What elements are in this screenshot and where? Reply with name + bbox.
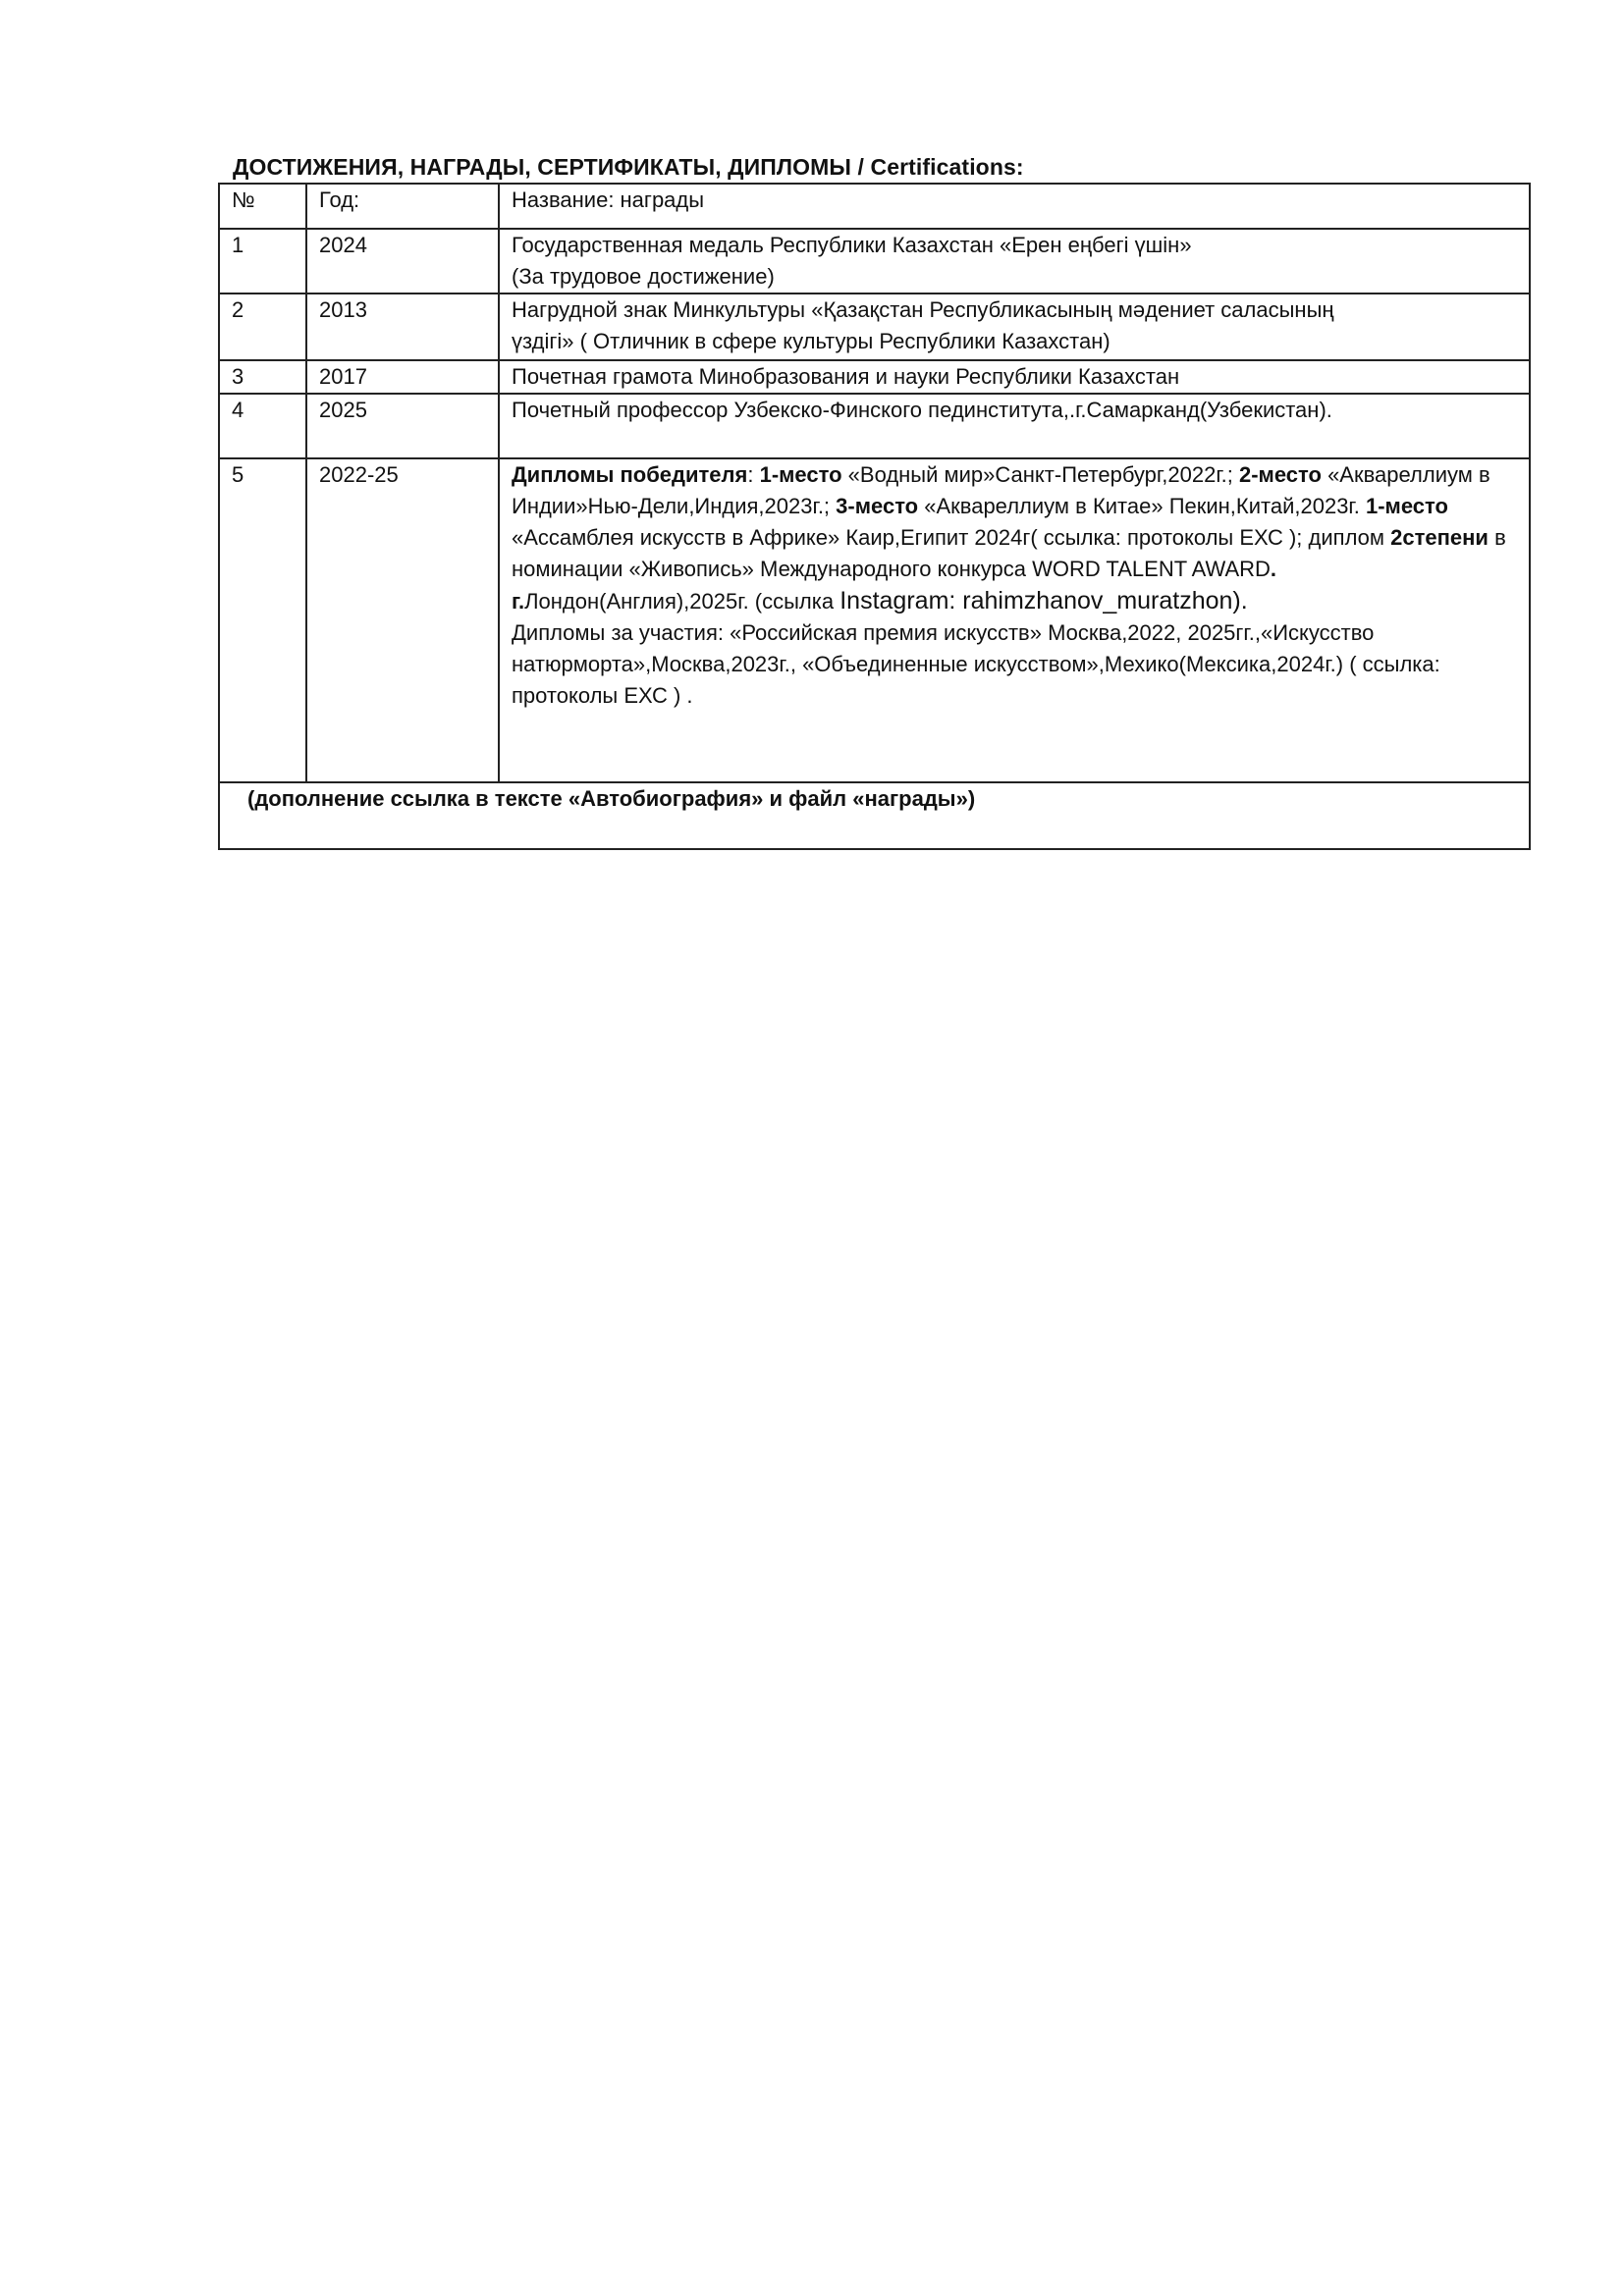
table-row [219, 360, 1530, 394]
award-text: «Ассамблея искусств в Африке» Каир,Египит 2024г( ссылка: протоколы ЕХС ); диплом [512, 525, 1391, 550]
award-text: : [747, 462, 760, 487]
place-label: 2-место [1239, 462, 1322, 487]
row-award-name [499, 229, 1530, 294]
row-year: 2022-25 [306, 458, 499, 782]
table-row [219, 394, 1530, 458]
awards-table [218, 183, 1531, 850]
award-text: үздігі» ( Отличник в сфере культуры Республики Казахстан) [512, 329, 1110, 353]
table-row [219, 458, 1530, 782]
header-year: Год: [306, 184, 499, 229]
row-number: 5 [219, 458, 306, 782]
award-text: Почетная грамота Минобразования и науки Республики Казахстан [512, 364, 1180, 389]
page-title: ДОСТИЖЕНИЯ, НАГРАДЫ, СЕРТИФИКАТЫ, ДИПЛОМЫ / Certifications: [233, 154, 1024, 180]
award-text: Почетный профессор Узбекско-Финского пединститута,.г.Самарканд(Узбекистан). [512, 398, 1332, 422]
award-text: (За трудовое достижение) [512, 264, 775, 289]
city-prefix: . г. [512, 557, 1277, 614]
row-year: 2024 [306, 229, 499, 294]
row-number: 1 [219, 229, 306, 294]
instagram-reference: Instagram: rahimzhanov_muratzhon). [839, 587, 1248, 614]
winners-label: Дипломы победителя [512, 462, 748, 487]
header-number: № [219, 184, 306, 229]
row-year: 2013 [306, 294, 499, 360]
award-text: «Водный мир»Санкт-Петербург,2022г.; [841, 462, 1239, 487]
participation-text: Дипломы за участия: «Российская премия искусств» Москва,2022, 2025гг.,«Искусство натюрморта»,Москва,2023г., «Объединенные искусством»,Мехико(Мексика,2024г.) ( ссылка: протоколы ЕХС ) . [512, 620, 1440, 708]
footer-note: (дополнение ссылка в тексте «Автобиография» и файл «награды») [219, 782, 1530, 849]
row-year: 2017 [306, 360, 499, 394]
award-text: Лондон(Англия),2025г. (ссылка [524, 589, 840, 614]
award-text: Государственная медаль Республики Казахстан «Ерен еңбегі үшін» [512, 233, 1192, 257]
place-label: 1-место [1366, 494, 1448, 518]
award-text: в номинации «Живопись» Международного конкурса WORD TALENT AWARD [512, 525, 1506, 581]
award-text: Нагрудной знак Минкультуры «Қазақстан Республикасының мәдениет саласының [512, 297, 1334, 322]
row-number: 2 [219, 294, 306, 360]
table-row [219, 229, 1530, 294]
row-award-name [499, 294, 1530, 360]
row-award-name [499, 394, 1530, 458]
table-footer-row [219, 782, 1530, 849]
table-header-row [219, 184, 1530, 229]
row-number: 3 [219, 360, 306, 394]
row-award-name [499, 360, 1530, 394]
row-number: 4 [219, 394, 306, 458]
award-text: «Аквареллиум в Индии»Нью-Дели,Индия,2023г.; [512, 462, 1490, 518]
header-award-name: Название: награды [499, 184, 1530, 229]
row-year: 2025 [306, 394, 499, 458]
place-label: 3-место [836, 494, 919, 518]
table-row [219, 294, 1530, 360]
place-label: 1-место [759, 462, 842, 487]
row-award-name [499, 458, 1530, 782]
award-text: «Аквареллиум в Китае» Пекин,Китай,2023г. [918, 494, 1366, 518]
degree-label: 2степени [1390, 525, 1489, 550]
